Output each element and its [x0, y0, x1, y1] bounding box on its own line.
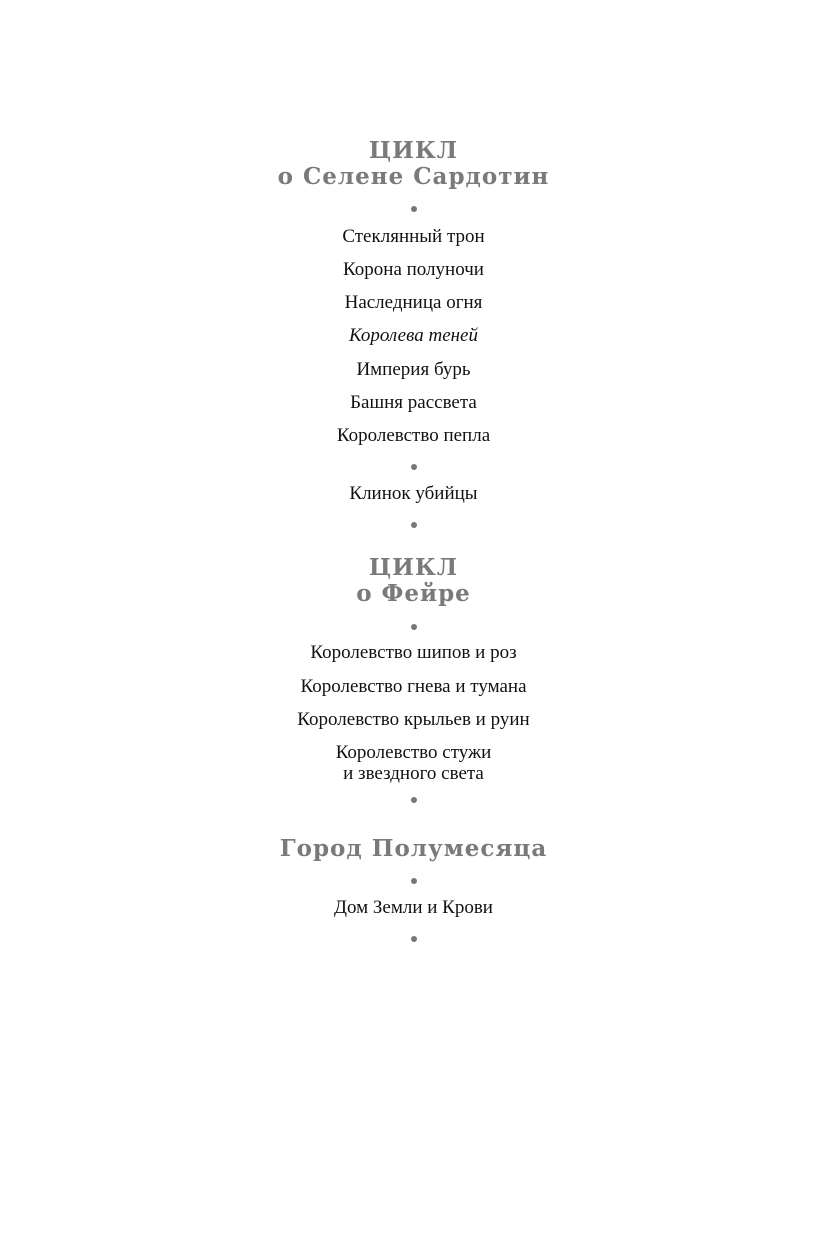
book-title: Башня рассвета	[350, 392, 477, 413]
book-title: Дом Земли и Крови	[334, 897, 493, 918]
series2-heading-line1: ЦИКЛ	[368, 554, 459, 581]
book-title: Клинок убийцы	[349, 483, 478, 504]
book-title: Королевство пепла	[336, 425, 491, 446]
book-title: Стеклянный трон	[342, 226, 485, 247]
book-title: Наследница огня	[344, 292, 483, 313]
series1-heading-line1: ЦИКЛ	[368, 137, 459, 164]
separator-dot	[411, 522, 417, 528]
book-title: Королевство шипов и роз	[310, 642, 517, 663]
book-title-line1: Королевство стужи	[335, 742, 492, 763]
book-title-line2: и звездного света	[343, 763, 484, 784]
separator-dot	[411, 206, 417, 212]
series2-heading-line2: о Фейре	[356, 580, 471, 607]
separator-dot	[411, 624, 417, 630]
book-title: Империя бурь	[356, 359, 471, 380]
book-title: Корона полуночи	[343, 259, 484, 280]
book-title: Королевство крыльев и руин	[297, 709, 530, 730]
separator-dot	[411, 464, 417, 470]
separator-dot	[411, 936, 417, 942]
separator-dot	[411, 797, 417, 803]
series3-heading: Город Полумесяца	[279, 835, 548, 862]
series1-heading-line2: о Селене Сардотин	[277, 163, 550, 190]
book-title: Королевство гнева и тумана	[300, 676, 527, 697]
book-title-italic: Королева теней	[349, 325, 478, 346]
separator-dot	[411, 878, 417, 884]
